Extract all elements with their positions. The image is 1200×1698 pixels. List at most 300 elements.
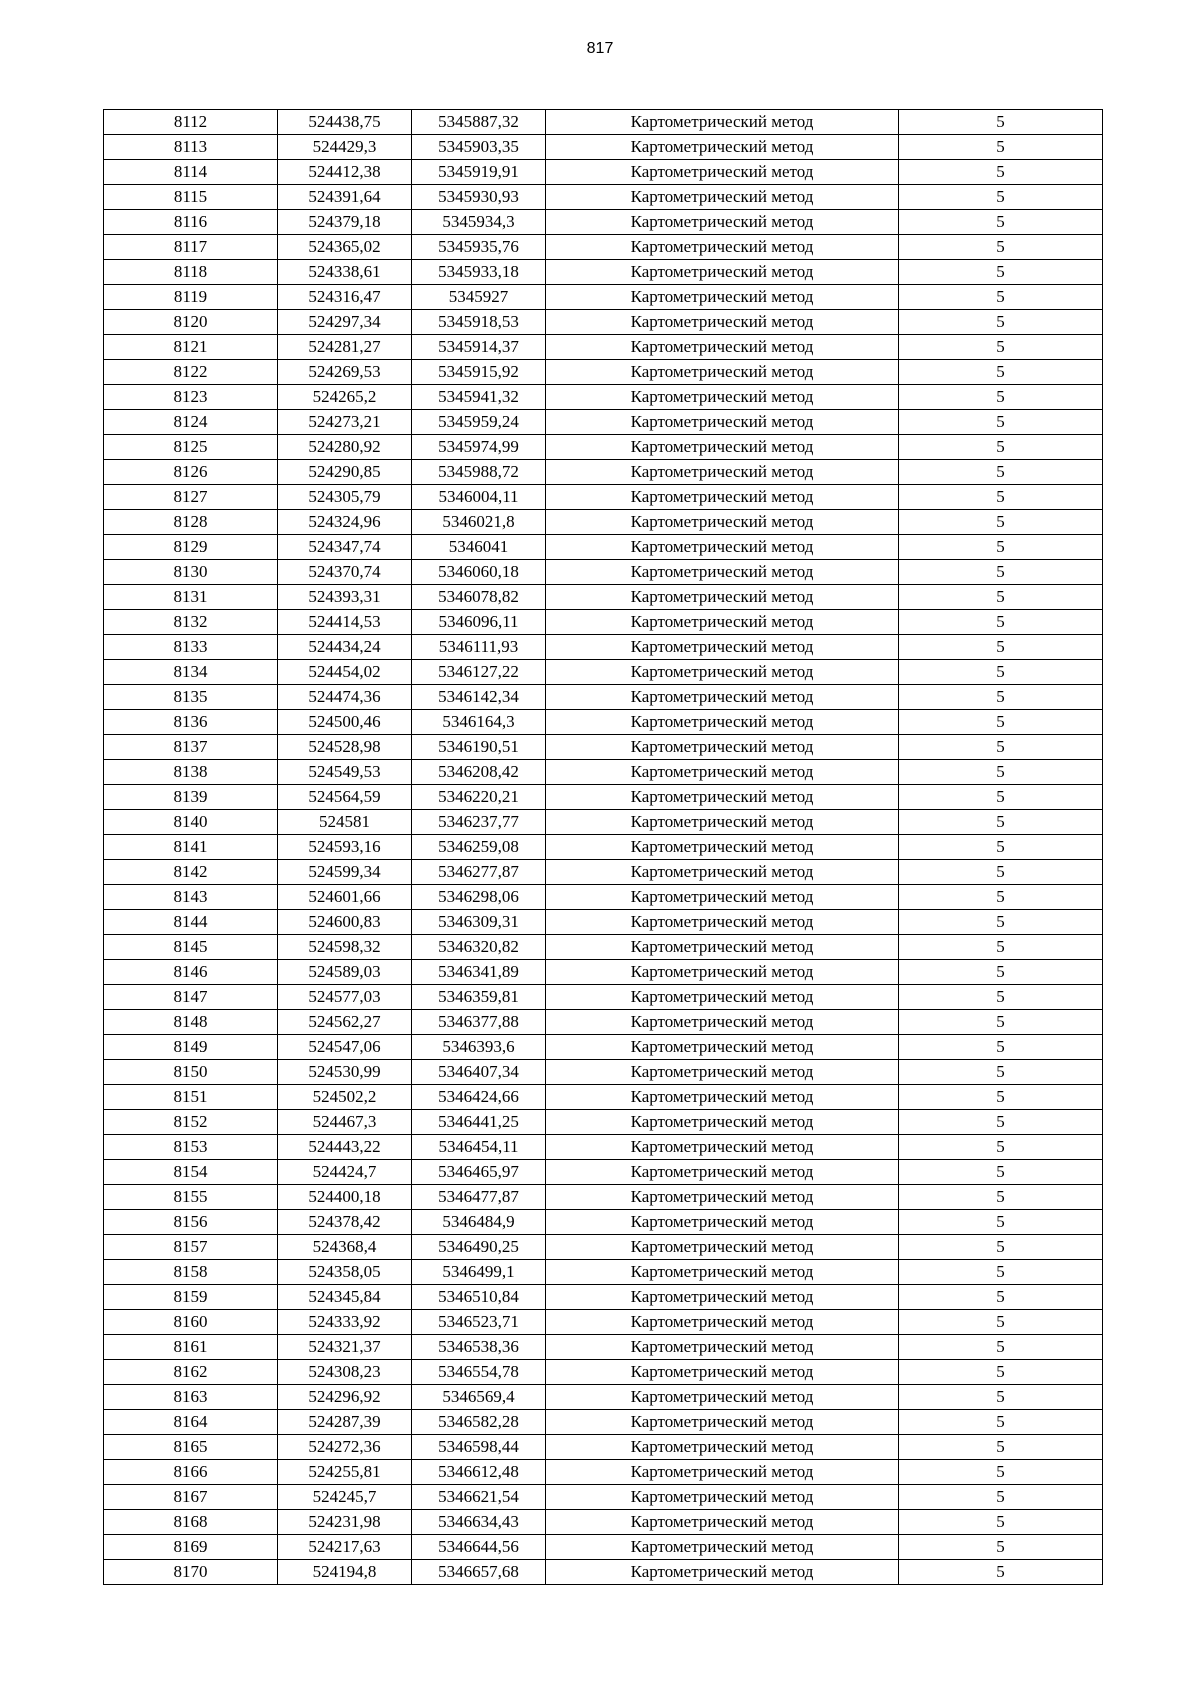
y-coordinate-cell: 5346465,97 <box>412 1160 546 1185</box>
accuracy-cell: 5 <box>899 360 1103 385</box>
accuracy-cell: 5 <box>899 310 1103 335</box>
y-coordinate-cell: 5346407,34 <box>412 1060 546 1085</box>
accuracy-cell: 5 <box>899 1360 1103 1385</box>
accuracy-cell: 5 <box>899 685 1103 710</box>
method-cell: Картометрический метод <box>546 1235 899 1260</box>
point-number-cell: 8162 <box>104 1360 278 1385</box>
table-row <box>104 1485 1103 1510</box>
x-coordinate-cell: 524581 <box>278 810 412 835</box>
point-number-cell: 8168 <box>104 1510 278 1535</box>
table-row <box>104 835 1103 860</box>
accuracy-cell: 5 <box>899 785 1103 810</box>
accuracy-cell: 5 <box>899 135 1103 160</box>
y-coordinate-cell: 5345959,24 <box>412 410 546 435</box>
y-coordinate-cell: 5345934,3 <box>412 210 546 235</box>
x-coordinate-cell: 524217,63 <box>278 1535 412 1560</box>
y-coordinate-cell: 5346096,11 <box>412 610 546 635</box>
accuracy-cell: 5 <box>899 535 1103 560</box>
y-coordinate-cell: 5346582,28 <box>412 1410 546 1435</box>
point-number-cell: 8147 <box>104 985 278 1010</box>
method-cell: Картометрический метод <box>546 385 899 410</box>
method-cell: Картометрический метод <box>546 460 899 485</box>
method-cell: Картометрический метод <box>546 1110 899 1135</box>
table-row <box>104 1135 1103 1160</box>
point-number-cell: 8167 <box>104 1485 278 1510</box>
accuracy-cell: 5 <box>899 160 1103 185</box>
y-coordinate-cell: 5346078,82 <box>412 585 546 610</box>
point-number-cell: 8123 <box>104 385 278 410</box>
y-coordinate-cell: 5346569,4 <box>412 1385 546 1410</box>
method-cell: Картометрический метод <box>546 1535 899 1560</box>
table-row <box>104 960 1103 985</box>
table-row <box>104 585 1103 610</box>
point-number-cell: 8154 <box>104 1160 278 1185</box>
point-number-cell: 8133 <box>104 635 278 660</box>
table-row <box>104 685 1103 710</box>
point-number-cell: 8157 <box>104 1235 278 1260</box>
y-coordinate-cell: 5345935,76 <box>412 235 546 260</box>
y-coordinate-cell: 5346612,48 <box>412 1460 546 1485</box>
table-row <box>104 485 1103 510</box>
table-row <box>104 460 1103 485</box>
table-row <box>104 1060 1103 1085</box>
point-number-cell: 8115 <box>104 185 278 210</box>
method-cell: Картометрический метод <box>546 660 899 685</box>
accuracy-cell: 5 <box>899 1085 1103 1110</box>
table-row <box>104 1210 1103 1235</box>
x-coordinate-cell: 524502,2 <box>278 1085 412 1110</box>
accuracy-cell: 5 <box>899 560 1103 585</box>
method-cell: Картометрический метод <box>546 885 899 910</box>
accuracy-cell: 5 <box>899 1135 1103 1160</box>
method-cell: Картометрический метод <box>546 910 899 935</box>
accuracy-cell: 5 <box>899 760 1103 785</box>
x-coordinate-cell: 524345,84 <box>278 1285 412 1310</box>
method-cell: Картометрический метод <box>546 585 899 610</box>
method-cell: Картометрический метод <box>546 860 899 885</box>
accuracy-cell: 5 <box>899 1485 1103 1510</box>
table-row <box>104 560 1103 585</box>
point-number-cell: 8116 <box>104 210 278 235</box>
x-coordinate-cell: 524194,8 <box>278 1560 412 1585</box>
y-coordinate-cell: 5345933,18 <box>412 260 546 285</box>
table-row <box>104 1185 1103 1210</box>
point-number-cell: 8170 <box>104 1560 278 1585</box>
x-coordinate-cell: 524412,38 <box>278 160 412 185</box>
y-coordinate-cell: 5346477,87 <box>412 1185 546 1210</box>
x-coordinate-cell: 524368,4 <box>278 1235 412 1260</box>
y-coordinate-cell: 5346320,82 <box>412 935 546 960</box>
table-row <box>104 710 1103 735</box>
y-coordinate-cell: 5346484,9 <box>412 1210 546 1235</box>
point-number-cell: 8144 <box>104 910 278 935</box>
y-coordinate-cell: 5345941,32 <box>412 385 546 410</box>
table-row <box>104 660 1103 685</box>
point-number-cell: 8126 <box>104 460 278 485</box>
point-number-cell: 8149 <box>104 1035 278 1060</box>
point-number-cell: 8114 <box>104 160 278 185</box>
x-coordinate-cell: 524414,53 <box>278 610 412 635</box>
y-coordinate-cell: 5345919,91 <box>412 160 546 185</box>
table-row <box>104 410 1103 435</box>
x-coordinate-cell: 524321,37 <box>278 1335 412 1360</box>
method-cell: Картометрический метод <box>546 785 899 810</box>
point-number-cell: 8163 <box>104 1385 278 1410</box>
accuracy-cell: 5 <box>899 585 1103 610</box>
point-number-cell: 8131 <box>104 585 278 610</box>
point-number-cell: 8159 <box>104 1285 278 1310</box>
y-coordinate-cell: 5346237,77 <box>412 810 546 835</box>
accuracy-cell: 5 <box>899 110 1103 135</box>
x-coordinate-cell: 524528,98 <box>278 735 412 760</box>
x-coordinate-cell: 524280,92 <box>278 435 412 460</box>
y-coordinate-cell: 5346220,21 <box>412 785 546 810</box>
point-number-cell: 8136 <box>104 710 278 735</box>
point-number-cell: 8158 <box>104 1260 278 1285</box>
point-number-cell: 8165 <box>104 1435 278 1460</box>
x-coordinate-cell: 524231,98 <box>278 1510 412 1535</box>
x-coordinate-cell: 524272,36 <box>278 1435 412 1460</box>
point-number-cell: 8150 <box>104 1060 278 1085</box>
point-number-cell: 8145 <box>104 935 278 960</box>
method-cell: Картометрический метод <box>546 210 899 235</box>
method-cell: Картометрический метод <box>546 185 899 210</box>
accuracy-cell: 5 <box>899 610 1103 635</box>
point-number-cell: 8128 <box>104 510 278 535</box>
method-cell: Картометрический метод <box>546 1385 899 1410</box>
point-number-cell: 8153 <box>104 1135 278 1160</box>
method-cell: Картометрический метод <box>546 960 899 985</box>
accuracy-cell: 5 <box>899 960 1103 985</box>
accuracy-cell: 5 <box>899 1235 1103 1260</box>
x-coordinate-cell: 524316,47 <box>278 285 412 310</box>
point-number-cell: 8118 <box>104 260 278 285</box>
table-row <box>104 235 1103 260</box>
table-row <box>104 1460 1103 1485</box>
method-cell: Картометрический метод <box>546 560 899 585</box>
point-number-cell: 8151 <box>104 1085 278 1110</box>
y-coordinate-cell: 5346393,6 <box>412 1035 546 1060</box>
y-coordinate-cell: 5346359,81 <box>412 985 546 1010</box>
accuracy-cell: 5 <box>899 285 1103 310</box>
y-coordinate-cell: 5346041 <box>412 535 546 560</box>
method-cell: Картометрический метод <box>546 310 899 335</box>
x-coordinate-cell: 524549,53 <box>278 760 412 785</box>
accuracy-cell: 5 <box>899 1210 1103 1235</box>
y-coordinate-cell: 5346634,43 <box>412 1510 546 1535</box>
method-cell: Картометрический метод <box>546 335 899 360</box>
x-coordinate-cell: 524297,34 <box>278 310 412 335</box>
table-row <box>104 435 1103 460</box>
y-coordinate-cell: 5346644,56 <box>412 1535 546 1560</box>
accuracy-cell: 5 <box>899 1110 1103 1135</box>
point-number-cell: 8113 <box>104 135 278 160</box>
table-row <box>104 760 1103 785</box>
accuracy-cell: 5 <box>899 860 1103 885</box>
x-coordinate-cell: 524598,32 <box>278 935 412 960</box>
coordinates-table <box>103 109 1103 1585</box>
point-number-cell: 8169 <box>104 1535 278 1560</box>
x-coordinate-cell: 524333,92 <box>278 1310 412 1335</box>
y-coordinate-cell: 5346657,68 <box>412 1560 546 1585</box>
method-cell: Картометрический метод <box>546 285 899 310</box>
table-row <box>104 385 1103 410</box>
x-coordinate-cell: 524290,85 <box>278 460 412 485</box>
table-row <box>104 810 1103 835</box>
accuracy-cell: 5 <box>899 1010 1103 1035</box>
y-coordinate-cell: 5346060,18 <box>412 560 546 585</box>
accuracy-cell: 5 <box>899 435 1103 460</box>
method-cell: Картометрический метод <box>546 1285 899 1310</box>
method-cell: Картометрический метод <box>546 160 899 185</box>
accuracy-cell: 5 <box>899 260 1103 285</box>
method-cell: Картометрический метод <box>546 435 899 460</box>
y-coordinate-cell: 5346259,08 <box>412 835 546 860</box>
accuracy-cell: 5 <box>899 1560 1103 1585</box>
accuracy-cell: 5 <box>899 1510 1103 1535</box>
accuracy-cell: 5 <box>899 1385 1103 1410</box>
method-cell: Картометрический метод <box>546 685 899 710</box>
y-coordinate-cell: 5346004,11 <box>412 485 546 510</box>
y-coordinate-cell: 5346538,36 <box>412 1335 546 1360</box>
accuracy-cell: 5 <box>899 1185 1103 1210</box>
point-number-cell: 8117 <box>104 235 278 260</box>
x-coordinate-cell: 524454,02 <box>278 660 412 685</box>
x-coordinate-cell: 524564,59 <box>278 785 412 810</box>
table-row <box>104 860 1103 885</box>
point-number-cell: 8164 <box>104 1410 278 1435</box>
accuracy-cell: 5 <box>899 810 1103 835</box>
method-cell: Картометрический метод <box>546 1360 899 1385</box>
table-row <box>104 210 1103 235</box>
y-coordinate-cell: 5346510,84 <box>412 1285 546 1310</box>
accuracy-cell: 5 <box>899 710 1103 735</box>
table-row <box>104 1285 1103 1310</box>
x-coordinate-cell: 524338,61 <box>278 260 412 285</box>
method-cell: Картометрический метод <box>546 985 899 1010</box>
table-row <box>104 285 1103 310</box>
accuracy-cell: 5 <box>899 1410 1103 1435</box>
point-number-cell: 8137 <box>104 735 278 760</box>
point-number-cell: 8125 <box>104 435 278 460</box>
accuracy-cell: 5 <box>899 485 1103 510</box>
table-row <box>104 1260 1103 1285</box>
y-coordinate-cell: 5345903,35 <box>412 135 546 160</box>
x-coordinate-cell: 524599,34 <box>278 860 412 885</box>
x-coordinate-cell: 524530,99 <box>278 1060 412 1085</box>
accuracy-cell: 5 <box>899 335 1103 360</box>
table-row <box>104 1535 1103 1560</box>
accuracy-cell: 5 <box>899 410 1103 435</box>
x-coordinate-cell: 524379,18 <box>278 210 412 235</box>
table-row <box>104 535 1103 560</box>
point-number-cell: 8148 <box>104 1010 278 1035</box>
method-cell: Картометрический метод <box>546 1510 899 1535</box>
x-coordinate-cell: 524393,31 <box>278 585 412 610</box>
method-cell: Картометрический метод <box>546 1560 899 1585</box>
y-coordinate-cell: 5345974,99 <box>412 435 546 460</box>
method-cell: Картометрический метод <box>546 1035 899 1060</box>
table-row <box>104 1110 1103 1135</box>
x-coordinate-cell: 524245,7 <box>278 1485 412 1510</box>
table-row <box>104 185 1103 210</box>
x-coordinate-cell: 524547,06 <box>278 1035 412 1060</box>
method-cell: Картометрический метод <box>546 835 899 860</box>
y-coordinate-cell: 5346341,89 <box>412 960 546 985</box>
coordinates-table-body <box>104 110 1103 1585</box>
table-row <box>104 735 1103 760</box>
table-row <box>104 785 1103 810</box>
point-number-cell: 8120 <box>104 310 278 335</box>
method-cell: Картометрический метод <box>546 635 899 660</box>
y-coordinate-cell: 5345915,92 <box>412 360 546 385</box>
x-coordinate-cell: 524269,53 <box>278 360 412 385</box>
x-coordinate-cell: 524296,92 <box>278 1385 412 1410</box>
accuracy-cell: 5 <box>899 1260 1103 1285</box>
method-cell: Картометрический метод <box>546 1135 899 1160</box>
point-number-cell: 8155 <box>104 1185 278 1210</box>
point-number-cell: 8134 <box>104 660 278 685</box>
accuracy-cell: 5 <box>899 510 1103 535</box>
method-cell: Картометрический метод <box>546 510 899 535</box>
table-row <box>104 1560 1103 1585</box>
y-coordinate-cell: 5346164,3 <box>412 710 546 735</box>
x-coordinate-cell: 524467,3 <box>278 1110 412 1135</box>
point-number-cell: 8127 <box>104 485 278 510</box>
y-coordinate-cell: 5345930,93 <box>412 185 546 210</box>
point-number-cell: 8143 <box>104 885 278 910</box>
accuracy-cell: 5 <box>899 1435 1103 1460</box>
x-coordinate-cell: 524324,96 <box>278 510 412 535</box>
table-row <box>104 1160 1103 1185</box>
point-number-cell: 8160 <box>104 1310 278 1335</box>
point-number-cell: 8124 <box>104 410 278 435</box>
table-row <box>104 635 1103 660</box>
x-coordinate-cell: 524255,81 <box>278 1460 412 1485</box>
point-number-cell: 8140 <box>104 810 278 835</box>
method-cell: Картометрический метод <box>546 810 899 835</box>
x-coordinate-cell: 524365,02 <box>278 235 412 260</box>
y-coordinate-cell: 5345914,37 <box>412 335 546 360</box>
x-coordinate-cell: 524305,79 <box>278 485 412 510</box>
x-coordinate-cell: 524424,7 <box>278 1160 412 1185</box>
accuracy-cell: 5 <box>899 885 1103 910</box>
table-row <box>104 985 1103 1010</box>
y-coordinate-cell: 5346441,25 <box>412 1110 546 1135</box>
accuracy-cell: 5 <box>899 660 1103 685</box>
x-coordinate-cell: 524287,39 <box>278 1410 412 1435</box>
method-cell: Картометрический метод <box>546 135 899 160</box>
method-cell: Картометрический метод <box>546 1435 899 1460</box>
accuracy-cell: 5 <box>899 1285 1103 1310</box>
x-coordinate-cell: 524370,74 <box>278 560 412 585</box>
x-coordinate-cell: 524391,64 <box>278 185 412 210</box>
table-row <box>104 310 1103 335</box>
point-number-cell: 8142 <box>104 860 278 885</box>
accuracy-cell: 5 <box>899 1060 1103 1085</box>
point-number-cell: 8112 <box>104 110 278 135</box>
method-cell: Картометрический метод <box>546 760 899 785</box>
x-coordinate-cell: 524400,18 <box>278 1185 412 1210</box>
y-coordinate-cell: 5346298,06 <box>412 885 546 910</box>
accuracy-cell: 5 <box>899 460 1103 485</box>
accuracy-cell: 5 <box>899 1460 1103 1485</box>
y-coordinate-cell: 5346598,44 <box>412 1435 546 1460</box>
point-number-cell: 8135 <box>104 685 278 710</box>
y-coordinate-cell: 5346208,42 <box>412 760 546 785</box>
method-cell: Картометрический метод <box>546 1410 899 1435</box>
method-cell: Картометрический метод <box>546 485 899 510</box>
point-number-cell: 8121 <box>104 335 278 360</box>
method-cell: Картометрический метод <box>546 1460 899 1485</box>
x-coordinate-cell: 524273,21 <box>278 410 412 435</box>
x-coordinate-cell: 524281,27 <box>278 335 412 360</box>
table-row <box>104 1010 1103 1035</box>
table-row <box>104 1310 1103 1335</box>
accuracy-cell: 5 <box>899 1335 1103 1360</box>
table-row <box>104 610 1103 635</box>
x-coordinate-cell: 524601,66 <box>278 885 412 910</box>
point-number-cell: 8122 <box>104 360 278 385</box>
method-cell: Картометрический метод <box>546 235 899 260</box>
y-coordinate-cell: 5346490,25 <box>412 1235 546 1260</box>
table-row <box>104 510 1103 535</box>
x-coordinate-cell: 524474,36 <box>278 685 412 710</box>
x-coordinate-cell: 524600,83 <box>278 910 412 935</box>
accuracy-cell: 5 <box>899 835 1103 860</box>
table-row <box>104 160 1103 185</box>
point-number-cell: 8156 <box>104 1210 278 1235</box>
y-coordinate-cell: 5346454,11 <box>412 1135 546 1160</box>
x-coordinate-cell: 524577,03 <box>278 985 412 1010</box>
table-row <box>104 1385 1103 1410</box>
table-row <box>104 1435 1103 1460</box>
table-row <box>104 935 1103 960</box>
y-coordinate-cell: 5346111,93 <box>412 635 546 660</box>
method-cell: Картометрический метод <box>546 1210 899 1235</box>
method-cell: Картометрический метод <box>546 410 899 435</box>
y-coordinate-cell: 5345988,72 <box>412 460 546 485</box>
accuracy-cell: 5 <box>899 985 1103 1010</box>
method-cell: Картометрический метод <box>546 1485 899 1510</box>
method-cell: Картометрический метод <box>546 1060 899 1085</box>
page-number: 817 <box>586 40 614 57</box>
y-coordinate-cell: 5345887,32 <box>412 110 546 135</box>
method-cell: Картометрический метод <box>546 1160 899 1185</box>
x-coordinate-cell: 524378,42 <box>278 1210 412 1235</box>
accuracy-cell: 5 <box>899 735 1103 760</box>
point-number-cell: 8119 <box>104 285 278 310</box>
accuracy-cell: 5 <box>899 235 1103 260</box>
table-row <box>104 910 1103 935</box>
method-cell: Картометрический метод <box>546 110 899 135</box>
x-coordinate-cell: 524358,05 <box>278 1260 412 1285</box>
y-coordinate-cell: 5346190,51 <box>412 735 546 760</box>
point-number-cell: 8138 <box>104 760 278 785</box>
table-row <box>104 360 1103 385</box>
table-row <box>104 110 1103 135</box>
accuracy-cell: 5 <box>899 385 1103 410</box>
x-coordinate-cell: 524562,27 <box>278 1010 412 1035</box>
table-row <box>104 1410 1103 1435</box>
table-row <box>104 335 1103 360</box>
accuracy-cell: 5 <box>899 1535 1103 1560</box>
method-cell: Картометрический метод <box>546 610 899 635</box>
method-cell: Картометрический метод <box>546 735 899 760</box>
method-cell: Картометрический метод <box>546 360 899 385</box>
method-cell: Картометрический метод <box>546 935 899 960</box>
x-coordinate-cell: 524589,03 <box>278 960 412 985</box>
